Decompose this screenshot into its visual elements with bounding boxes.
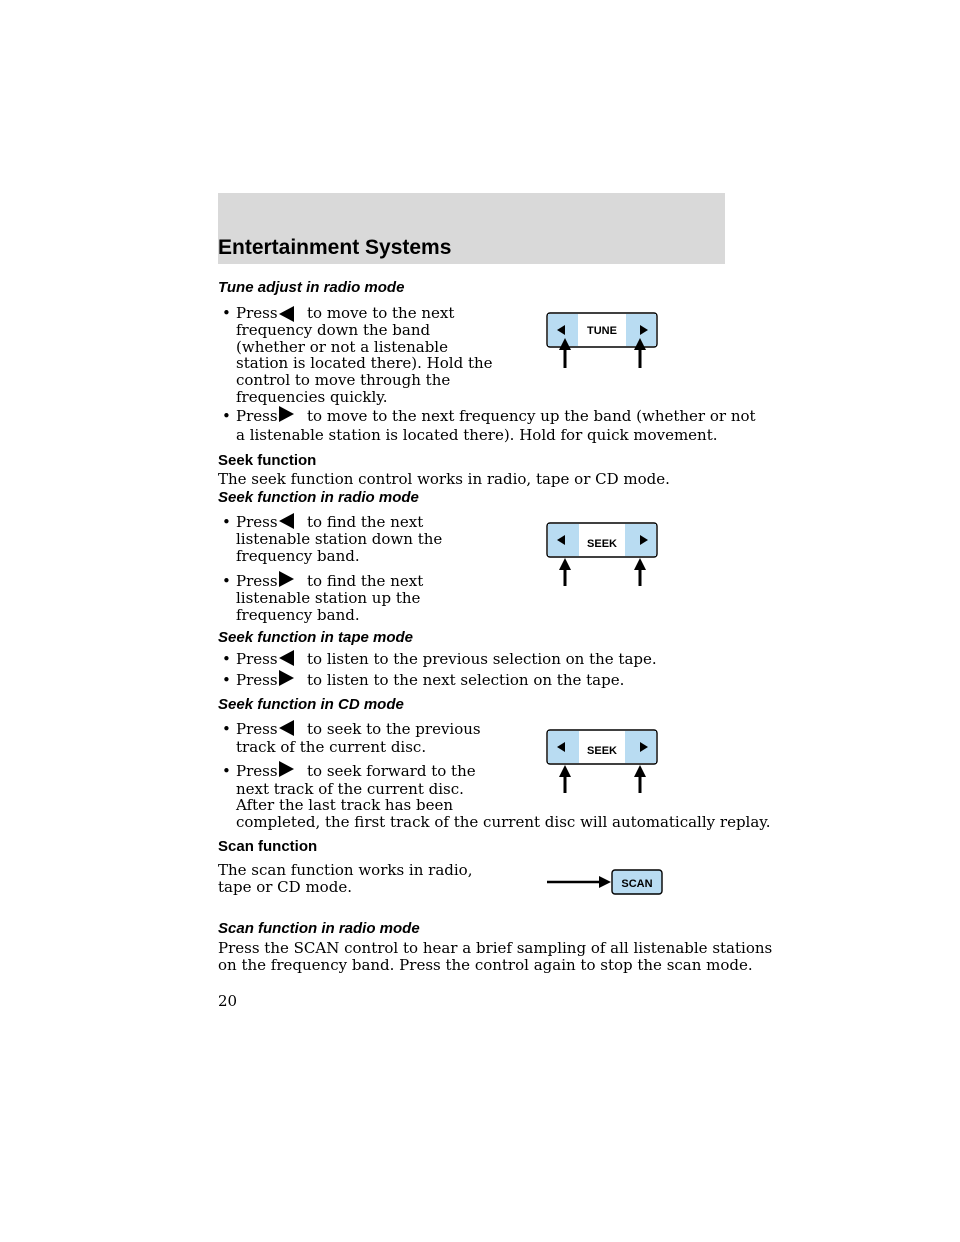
- bullet: •: [222, 304, 231, 322]
- seek-tape-down: to listen to the previous selection on the tape.: [307, 650, 657, 668]
- tune-down-text-4: station is located there). Hold the: [236, 354, 493, 372]
- bullet: •: [222, 572, 231, 590]
- scan-radio-heading: Scan function in radio mode: [218, 920, 420, 937]
- seek-up-arrow-icon: [279, 670, 294, 686]
- bullet: •: [222, 762, 231, 780]
- seek-tape-up: to listen to the next selection on the tape.: [307, 671, 625, 689]
- tune-down-text-3: (whether or not a listenable: [236, 338, 448, 356]
- tune-control-diagram: [540, 306, 670, 370]
- seek-label: SEEK: [587, 538, 617, 550]
- tune-radio-heading: Tune adjust in radio mode: [218, 279, 405, 296]
- seek-label: SEEK: [587, 745, 617, 757]
- seek-radio-down-1: to find the next: [307, 513, 424, 531]
- section-title: Entertainment Systems: [218, 236, 452, 259]
- seek-down-arrow-icon: [279, 513, 294, 529]
- seek-radio-heading: Seek function in radio mode: [218, 489, 419, 506]
- press-label: Press: [236, 671, 278, 689]
- seek-cd-up-2: next track of the current disc.: [236, 780, 464, 798]
- up-arrow-icon: [559, 765, 571, 777]
- seek-cd-down-1: to seek to the previous: [307, 720, 481, 738]
- scan-intro-1: The scan function works in radio,: [218, 861, 473, 879]
- tune-up-text-1: to move to the next frequency up the band (whether or not: [307, 407, 756, 425]
- scan-heading: Scan function: [218, 838, 318, 855]
- seek-down-arrow-icon: [279, 306, 294, 322]
- up-arrow-icon: [559, 558, 571, 570]
- seek-down-arrow-icon: [279, 650, 294, 666]
- up-arrow-icon: [634, 765, 646, 777]
- seek-cd-control-diagram: [540, 723, 670, 795]
- tune-down-text-6: frequencies quickly.: [236, 388, 388, 406]
- seek-cd-down-2: track of the current disc.: [236, 738, 427, 756]
- seek-cd-up-4: completed, the first track of the current disc will automatically replay.: [236, 813, 771, 831]
- bullet: •: [222, 671, 231, 689]
- tune-up-text-2: a listenable station is located there). Hold for quick movement.: [236, 426, 718, 444]
- right-arrow-icon: [599, 876, 611, 888]
- seek-heading: Seek function: [218, 452, 317, 469]
- press-label: Press: [236, 513, 278, 531]
- seek-cd-up-3: After the last track has been: [236, 796, 454, 814]
- tune-down-text-1: to move to the next: [307, 304, 455, 322]
- seek-cd-up-1: to seek forward to the: [307, 762, 476, 780]
- bullet: •: [222, 407, 231, 425]
- seek-control-diagram: [540, 516, 670, 588]
- seek-up-arrow-icon: [279, 761, 294, 777]
- press-label: Press: [236, 572, 278, 590]
- seek-radio-down-3: frequency band.: [236, 547, 360, 565]
- seek-intro: The seek function control works in radio, tape or CD mode.: [218, 470, 670, 488]
- seek-up-arrow-icon: [279, 571, 294, 587]
- seek-radio-down-2: listenable station down the: [236, 530, 443, 548]
- press-label: Press: [236, 720, 278, 738]
- seek-radio-up-1: to find the next: [307, 572, 424, 590]
- tune-down-text-5: control to move through the: [236, 371, 451, 389]
- seek-radio-up-2: listenable station up the: [236, 589, 421, 607]
- seek-cd-heading: Seek function in CD mode: [218, 696, 404, 713]
- page-number: 20: [218, 992, 238, 1010]
- seek-radio-up-3: frequency band.: [236, 606, 360, 624]
- press-label: Press: [236, 762, 278, 780]
- scan-radio-text-2: on the frequency band. Press the control again to stop the scan mode.: [218, 956, 753, 974]
- scan-control-diagram: [545, 866, 670, 900]
- scan-radio-text-1: Press the SCAN control to hear a brief sampling of all listenable stations: [218, 939, 773, 957]
- up-arrow-icon: [634, 558, 646, 570]
- bullet: •: [222, 650, 231, 668]
- seek-down-arrow-icon: [279, 720, 294, 736]
- seek-tape-heading: Seek function in tape mode: [218, 629, 414, 646]
- press-label: Press: [236, 304, 278, 322]
- press-label: Press: [236, 407, 278, 425]
- bullet: •: [222, 513, 231, 531]
- tune-label: TUNE: [587, 325, 617, 337]
- bullet: •: [222, 720, 231, 738]
- scan-label: SCAN: [621, 878, 653, 890]
- scan-intro-2: tape or CD mode.: [218, 878, 352, 896]
- press-label: Press: [236, 650, 278, 668]
- tune-down-text-2: frequency down the band: [236, 321, 431, 339]
- seek-up-arrow-icon: [279, 406, 294, 422]
